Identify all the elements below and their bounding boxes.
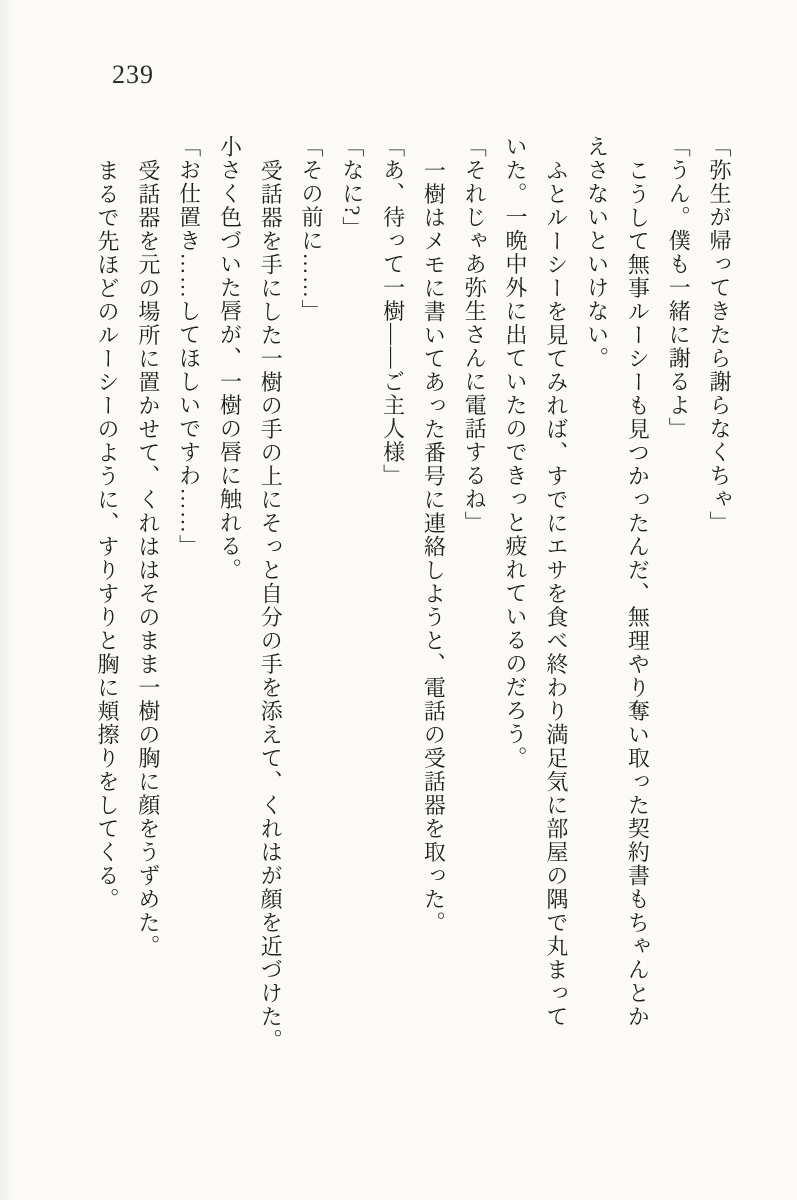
page-edge-shade (0, 0, 14, 1200)
text-line: 受話器を手にした一樹の手の上にそっと自分の手を添えて、くれはが顔を近づけた。 (258, 158, 284, 1052)
page-number: 239 (112, 60, 154, 89)
text-line: 小さく色づいた唇が、一樹の唇に触れる。 (217, 135, 243, 582)
text-line: 「弥生が帰ってきたら謝らなくちゃ」 (707, 135, 732, 535)
text-line: 一樹はメモに書いてあった番号に連絡しようと、電話の受話器を取った。 (421, 158, 447, 934)
text-line: 「うん。僕も一緒に謝るよ」 (666, 135, 692, 441)
text-columns (86, 135, 739, 1052)
text-line: 受話器を元の場所に置かせて、くれははそのまま一樹の胸に顔をうずめた。 (135, 158, 161, 958)
text-line: こうして無事ルーシーも見つかったんだ、無理やり奪い取った契約書もちゃんとか (625, 158, 651, 1028)
text-line: 「お仕置き……してほしいですわ……」 (176, 135, 202, 558)
text-line: 「なに?」 (339, 135, 365, 241)
text-line: 「それじゃあ弥生さんに電話するね」 (462, 135, 488, 535)
text-line: えさないといけない。 (584, 135, 610, 370)
text-line: 「あ、待って一樹――ご主人様」 (380, 135, 406, 488)
text-line: いた。一晩中外に出ていたのできっと疲れているのだろう。 (503, 135, 529, 770)
text-line: 「その前に……」 (299, 135, 325, 323)
text-line: ふとルーシーを見てみれば、すでにエサを食べ終わり満足気に部屋の隅で丸まって (543, 158, 569, 1028)
text-line: まるで先ほどのルーシーのように、すりすりと胸に頬擦りをしてくる。 (95, 158, 121, 911)
